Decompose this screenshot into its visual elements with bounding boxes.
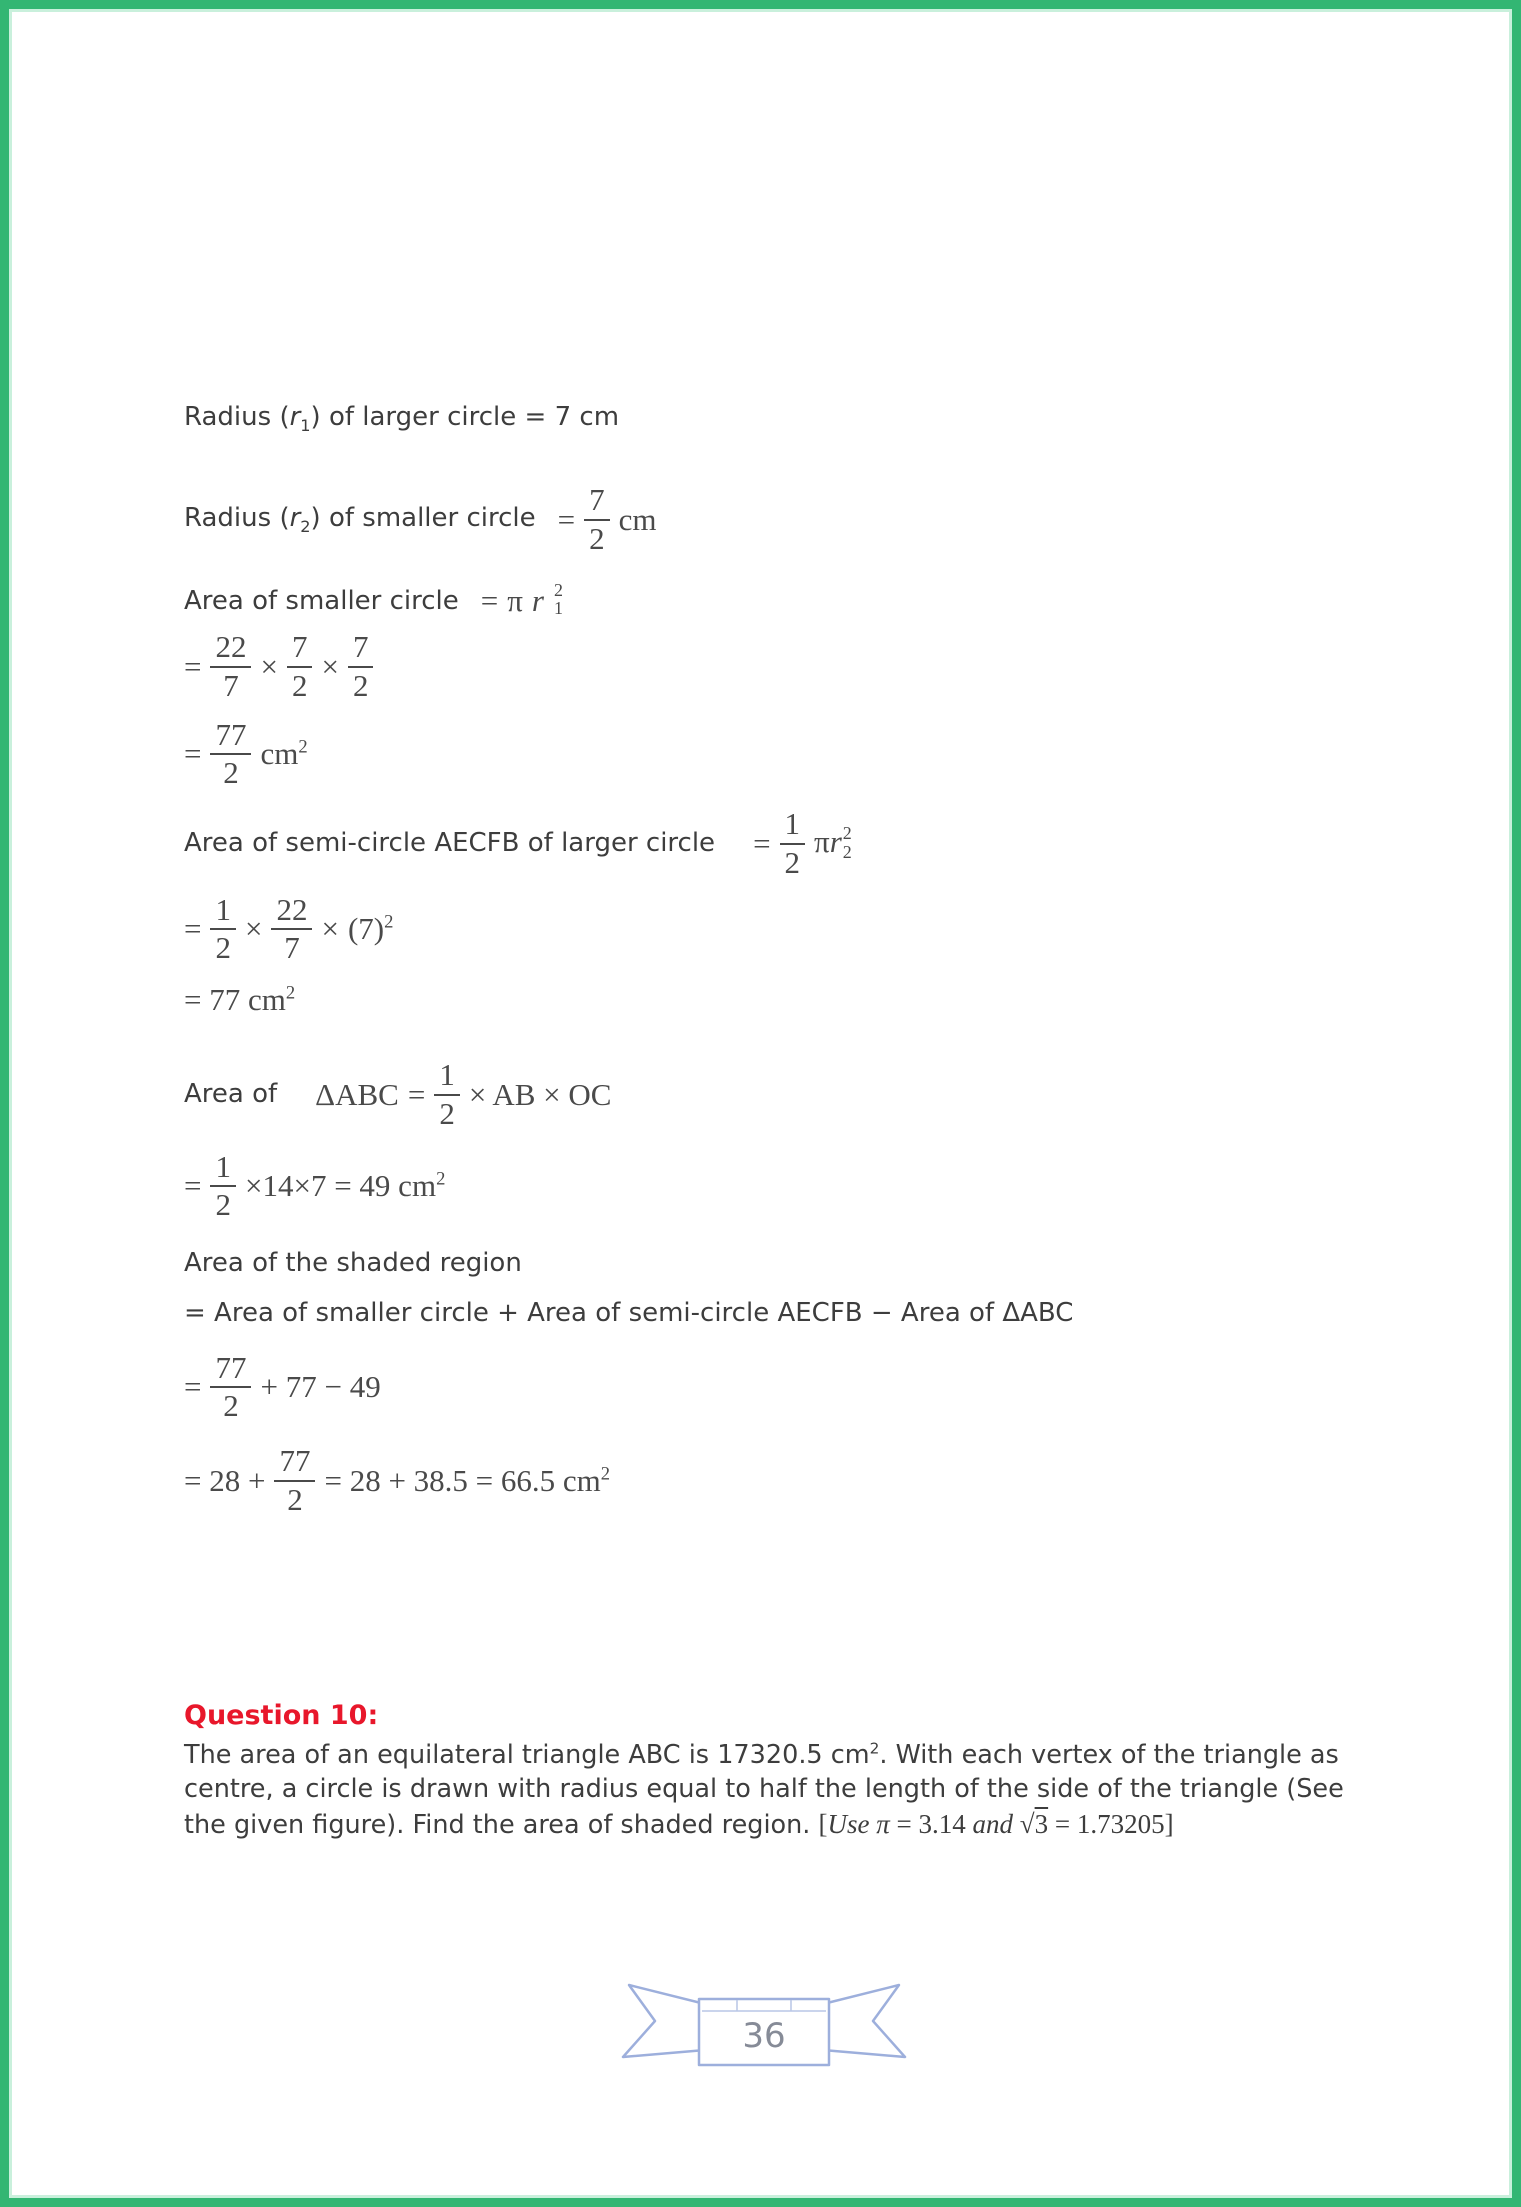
fraction-denominator: 2 (223, 1388, 239, 1424)
radius-smaller-formula (558, 483, 657, 556)
unit-cm: cm (260, 736, 299, 772)
fraction-denominator: 2 (215, 930, 231, 966)
times-sign: × (244, 911, 263, 947)
equals-sign: = (480, 583, 499, 619)
fraction (210, 893, 236, 966)
text-run: = 28 + 38.5 = 66.5 cm (324, 1462, 601, 1498)
sqrt-sign: √ (1019, 1808, 1035, 1839)
area-semicircle-label: Area of semi-circle AECFB of larger circle (184, 828, 716, 859)
calc-product-fractions (184, 630, 1372, 703)
text-run: ) of larger circle = 7 cm (310, 402, 620, 432)
shaded-region-label: Area of the shaded region (184, 1247, 522, 1278)
equals-sign: = (557, 501, 576, 537)
use-pi-bracket (819, 1809, 1174, 1839)
radicand: 3 (1034, 1808, 1049, 1839)
calc-result-77-over-2 (184, 718, 1372, 791)
equals-sign: = (407, 1076, 426, 1112)
calc-half-22-7-times-7sq (184, 893, 1372, 966)
sub-sup-stack (554, 581, 563, 619)
equals-sign: = (184, 1369, 202, 1405)
superscript: 2 (600, 1463, 611, 1485)
pi-symbol: π (507, 583, 523, 619)
area-triangle-line (184, 1058, 1372, 1131)
fraction (584, 483, 610, 556)
pi-symbol: π (814, 824, 830, 860)
equals-sign: = (889, 1808, 919, 1839)
fraction-denominator: 2 (215, 1187, 231, 1223)
variable-r: r (289, 402, 301, 432)
math-expression (184, 1351, 381, 1424)
result-77-cm-squared (184, 982, 295, 1018)
superscript: 2 (285, 982, 296, 1004)
fraction-denominator: 2 (287, 1481, 303, 1517)
fraction (210, 630, 251, 703)
page-number: 36 (742, 2015, 786, 2056)
fraction-denominator: 2 (439, 1095, 455, 1131)
fraction-numerator: 77 (274, 1444, 315, 1482)
equals-sign: = (184, 1168, 202, 1204)
result-49-cm-squared (245, 1168, 445, 1204)
text-run: + 77 − 49 (260, 1369, 381, 1405)
subscript: 2 (842, 841, 852, 862)
calc-triangle-area (184, 1150, 1372, 1223)
equals-sign: = (184, 736, 202, 772)
math-expression (184, 718, 308, 791)
fraction-numerator: 22 (271, 893, 312, 931)
fraction-denominator: 7 (284, 930, 300, 966)
superscript: 2 (384, 912, 394, 934)
text-run: Radius ( (184, 502, 290, 533)
fraction (434, 1058, 460, 1131)
variable-r: r (289, 502, 301, 533)
unit-cm-squared (260, 736, 307, 772)
page-number-ribbon (599, 1963, 929, 2081)
radius-larger-line (184, 401, 1372, 437)
area-triangle-label: Area of (184, 1078, 278, 1109)
unit-cm: cm (618, 501, 657, 537)
fraction-numerator: 77 (210, 718, 251, 756)
text-run: = 77 cm (184, 982, 286, 1018)
times-sign: × (260, 649, 278, 685)
fraction-numerator: 77 (210, 1351, 251, 1389)
area-semicircle-line (184, 807, 1372, 880)
text-run: = 28 + (184, 1462, 266, 1498)
calc-final-result (184, 1444, 1372, 1517)
fraction-numerator: 1 (434, 1058, 460, 1096)
superscript: 2 (436, 1168, 446, 1190)
superscript: 2 (554, 579, 563, 600)
fraction (271, 893, 312, 966)
variable-r: r (829, 824, 842, 860)
equals-sign: = (184, 649, 202, 685)
fraction-denominator: 7 (223, 668, 239, 704)
question-10-body (184, 1739, 1372, 1843)
area-triangle-formula (315, 1058, 611, 1131)
calc-shaded-sum (184, 1351, 1372, 1424)
superscript: 2 (869, 1739, 880, 1758)
text-run: and (965, 1808, 1020, 1839)
result-66-5-cm-squared (324, 1463, 610, 1499)
bracket-close: ] (1164, 1808, 1174, 1839)
fraction-numerator: 7 (348, 630, 374, 668)
radius-smaller-label (184, 502, 536, 538)
math-expression (184, 982, 295, 1018)
area-semicircle-formula (753, 807, 852, 880)
sub-sup-stack (843, 824, 852, 862)
fraction (210, 718, 251, 791)
fraction-numerator: 7 (287, 630, 313, 668)
fraction-denominator: 2 (291, 668, 308, 704)
times-sign: × (321, 649, 339, 685)
text-run: The area of an equilateral triangle ABC is 17320.5 cm (184, 1740, 870, 1771)
math-expression (184, 893, 393, 966)
bracket-open: [ (818, 1808, 828, 1839)
fraction (780, 807, 806, 880)
fraction (348, 630, 374, 703)
question-10-heading: Question 10: (184, 1700, 379, 1732)
text-run: ) of smaller circle (310, 502, 536, 533)
math-expression (184, 1444, 610, 1517)
math-expression (184, 630, 373, 703)
variable-r: r (531, 583, 544, 619)
sqrt3-value: 1.73205 (1076, 1808, 1165, 1839)
fraction (287, 630, 313, 703)
fraction-denominator: 2 (784, 844, 801, 880)
fraction (210, 1351, 251, 1424)
triangle-abc: ΔABC (315, 1076, 399, 1112)
area-smaller-formula (480, 579, 563, 621)
text-run: × AB × OC (468, 1076, 612, 1112)
fraction-numerator: 22 (210, 630, 251, 668)
equals-sign: = (184, 911, 202, 947)
times-sign: × (321, 911, 339, 947)
solution-content (9, 9, 1512, 2081)
area-smaller-label: Area of smaller circle (184, 585, 459, 616)
text-run: (7) (347, 911, 385, 947)
superscript: 2 (842, 823, 852, 844)
shaded-region-equation: = Area of smaller circle + Area of semi-circle AECFB − Area of ΔABC (184, 1297, 1074, 1328)
math-expression (184, 1150, 445, 1223)
text-run: Use π (827, 1808, 890, 1839)
equals-sign: = (1048, 1808, 1077, 1839)
calc-result-77 (184, 982, 1372, 1018)
text-run: . With each vertex of the triangle as centre, a circle is drawn with radius equal to half the length of the side of the triangle (See the given figure). Find the area of shaded region. (184, 1740, 1344, 1840)
fraction-numerator: 1 (210, 1150, 236, 1188)
fraction-denominator: 2 (589, 520, 605, 556)
fraction (274, 1444, 315, 1517)
radius-smaller-line (184, 483, 1372, 556)
page-number-ribbon-container (170, 1963, 1358, 2081)
fraction-numerator: 7 (584, 483, 610, 521)
text-run: Radius ( (184, 402, 290, 432)
subscript: 1 (554, 598, 563, 619)
fraction-denominator: 2 (223, 755, 239, 791)
fraction-numerator: 1 (210, 893, 236, 931)
fraction-numerator: 1 (780, 807, 806, 845)
text-run: ×14×7 = 49 cm (244, 1168, 437, 1204)
fraction-denominator: 2 (352, 668, 369, 704)
fraction (210, 1150, 236, 1223)
paren-seven-squared (348, 911, 393, 947)
superscript: 2 (298, 737, 308, 759)
pi-value: 3.14 (918, 1808, 966, 1839)
subscript: 2 (300, 516, 311, 536)
equals-sign: = (753, 825, 771, 861)
area-smaller-circle-line (184, 579, 1372, 621)
subscript: 1 (300, 416, 311, 436)
pi-r2-squared (814, 824, 852, 864)
